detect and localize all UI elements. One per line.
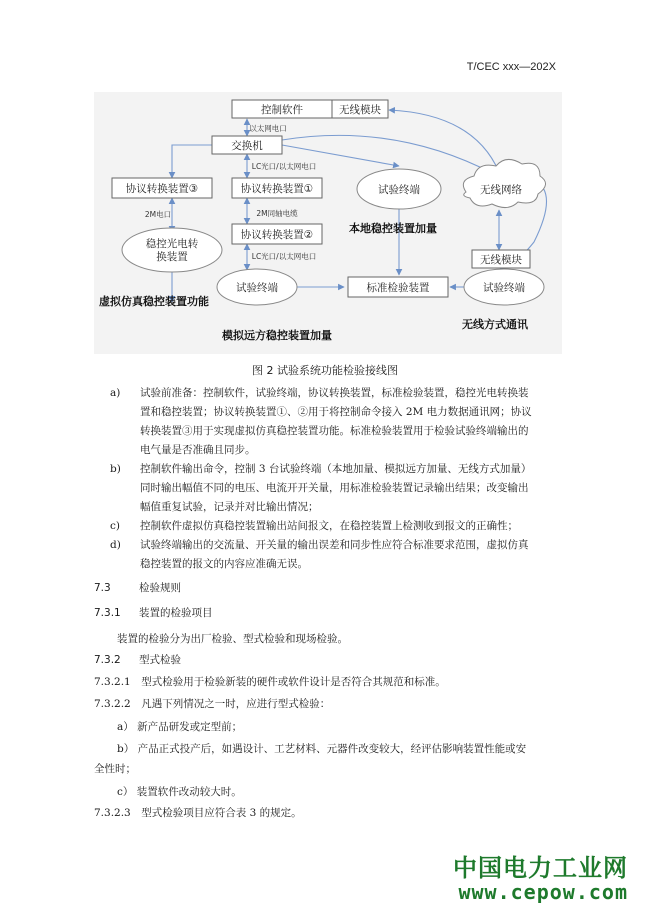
label-standard-test-device: 标准检验装置 bbox=[366, 282, 430, 294]
list-marker: c) bbox=[110, 520, 120, 532]
group-label-virtual: 虚拟仿真稳控装置功能 bbox=[99, 295, 209, 308]
label-wireless-module-top: 无线模块 bbox=[339, 104, 381, 116]
item-marker: b） bbox=[117, 743, 135, 755]
list-marker: d) bbox=[110, 539, 121, 551]
text-line: 试验前准备：控制软件，试验终端，协议转换装置，标准检验装置，稳控光电转换装 bbox=[140, 387, 529, 399]
text-line: 同时输出幅值不同的电压、电流开开关量，用标准检验装置记录输出结果；改变输出 bbox=[140, 482, 529, 494]
link-label-lc-bottom: LC光口/以太网电口 bbox=[251, 252, 317, 261]
list-marker: b) bbox=[110, 463, 121, 475]
text-line: 控制软件虚拟仿真稳控装置输出站间报文，在稳控装置上检测收到报文的正确性； bbox=[140, 520, 518, 532]
label-optical-converter-line2: 换装置 bbox=[156, 251, 188, 263]
clause-item-c bbox=[117, 783, 242, 801]
link-label-2m-port: 2M电口 bbox=[144, 210, 172, 219]
group-label-local: 本地稳控装置加量 bbox=[349, 222, 437, 235]
clause-item-b bbox=[117, 740, 567, 758]
text-line: 电气量是否准确且同步。 bbox=[140, 444, 256, 456]
section-7-3-2 bbox=[94, 652, 181, 667]
label-wireless-network: 无线网络 bbox=[480, 184, 522, 196]
label-protocol-converter-2: 协议转换装置② bbox=[240, 229, 314, 241]
section-7-3-1 bbox=[94, 605, 213, 620]
clause-item-b-cont: 全性时； bbox=[94, 763, 136, 775]
section-number: 7.3.2 bbox=[94, 654, 121, 666]
document-code: T/CEC xxx—202X bbox=[466, 61, 556, 73]
section-number: 7.3 bbox=[94, 582, 111, 594]
list-marker: a) bbox=[110, 387, 121, 399]
paragraph-7-3-1: 装置的检验分为出厂检验、型式检验和现场检验。 bbox=[117, 633, 348, 645]
link-label-lc-top: LC光口/以太网电口 bbox=[251, 162, 317, 171]
link-switch-converter3 bbox=[172, 145, 212, 178]
clause-item-a bbox=[117, 718, 242, 736]
text-line: 幅值重复试验，记录并对比输出情况； bbox=[140, 501, 319, 513]
label-wireless-module-bottom: 无线模块 bbox=[480, 254, 522, 266]
group-label-remote: 模拟远方稳控装置加量 bbox=[222, 329, 332, 342]
section-title: 检验规则 bbox=[139, 582, 181, 594]
label-optical-converter-line1: 稳控光电转 bbox=[145, 238, 199, 250]
text-line: 稳控装置的报文的内容应准确无误。 bbox=[140, 558, 308, 570]
text-line: 试验终端输出的交流量、开关量的输出误差和同步性应符合标准要求范围，虚拟仿真 bbox=[140, 539, 529, 551]
clause-7-3-2-1: 7.3.2.1 型式检验用于检验新装的硬件或软件设计是否符合其规范和标准。 bbox=[94, 676, 446, 688]
section-7-3 bbox=[94, 580, 181, 595]
label-test-terminal-wireless: 试验终端 bbox=[483, 282, 525, 294]
text-line: 转换装置③用于实现虚拟仿真稳控装置功能。标准检验装置用于检验试验终端输出的 bbox=[140, 425, 529, 437]
item-text: 装置软件改动较大时。 bbox=[136, 786, 242, 798]
section-title: 装置的检验项目 bbox=[139, 607, 213, 619]
list-text bbox=[140, 536, 580, 574]
watermark-site-url: www.cepow.com bbox=[458, 880, 628, 904]
label-switch: 交换机 bbox=[231, 140, 263, 152]
link-label-ethernet: 以太网电口 bbox=[249, 124, 287, 133]
label-test-terminal-remote: 试验终端 bbox=[236, 282, 278, 294]
link-label-2m-coax: 2M同轴电缆 bbox=[256, 209, 298, 218]
link-module-network bbox=[389, 110, 499, 172]
label-protocol-converter-1: 协议转换装置① bbox=[240, 183, 314, 195]
item-text: 新产品研发或定型前； bbox=[137, 721, 243, 733]
item-marker: a） bbox=[117, 721, 134, 733]
clause-7-3-2-2: 7.3.2.2 凡遇下列情况之一时，应进行型式检验： bbox=[94, 698, 331, 710]
label-control-software: 控制软件 bbox=[261, 104, 303, 116]
item-text: 产品正式投产后，如遇设计、工艺材料、元器件改变较大，经评估影响装置性能或安 bbox=[137, 743, 527, 755]
section-title: 型式检验 bbox=[139, 654, 181, 666]
list-text bbox=[140, 384, 580, 460]
item-marker: c） bbox=[117, 786, 134, 798]
wiring-diagram bbox=[94, 92, 562, 354]
list-text bbox=[140, 517, 580, 536]
label-test-terminal-local: 试验终端 bbox=[378, 184, 420, 196]
text-line: 控制软件输出命令，控制 3 台试验终端（本地加量、模拟远方加量、无线方式加量） bbox=[140, 463, 532, 475]
figure-caption: 图 2 试验系统功能检验接线图 bbox=[252, 364, 398, 377]
clause-7-3-2-3: 7.3.2.3 型式检验项目应符合表 3 的规定。 bbox=[94, 807, 302, 819]
list-text bbox=[140, 460, 580, 517]
wiring-diagram-svg bbox=[94, 92, 562, 354]
group-label-wireless: 无线方式通讯 bbox=[462, 318, 528, 331]
text-line: 置和稳控装置；协议转换装置①、②用于将控制命令接入 2M 电力数据通讯网；协议 bbox=[140, 406, 532, 418]
label-protocol-converter-3: 协议转换装置③ bbox=[125, 183, 199, 195]
watermark-site-name: 中国电力工业网 bbox=[453, 854, 628, 882]
section-number: 7.3.1 bbox=[94, 607, 121, 619]
optical-converter-ellipse bbox=[122, 228, 222, 272]
